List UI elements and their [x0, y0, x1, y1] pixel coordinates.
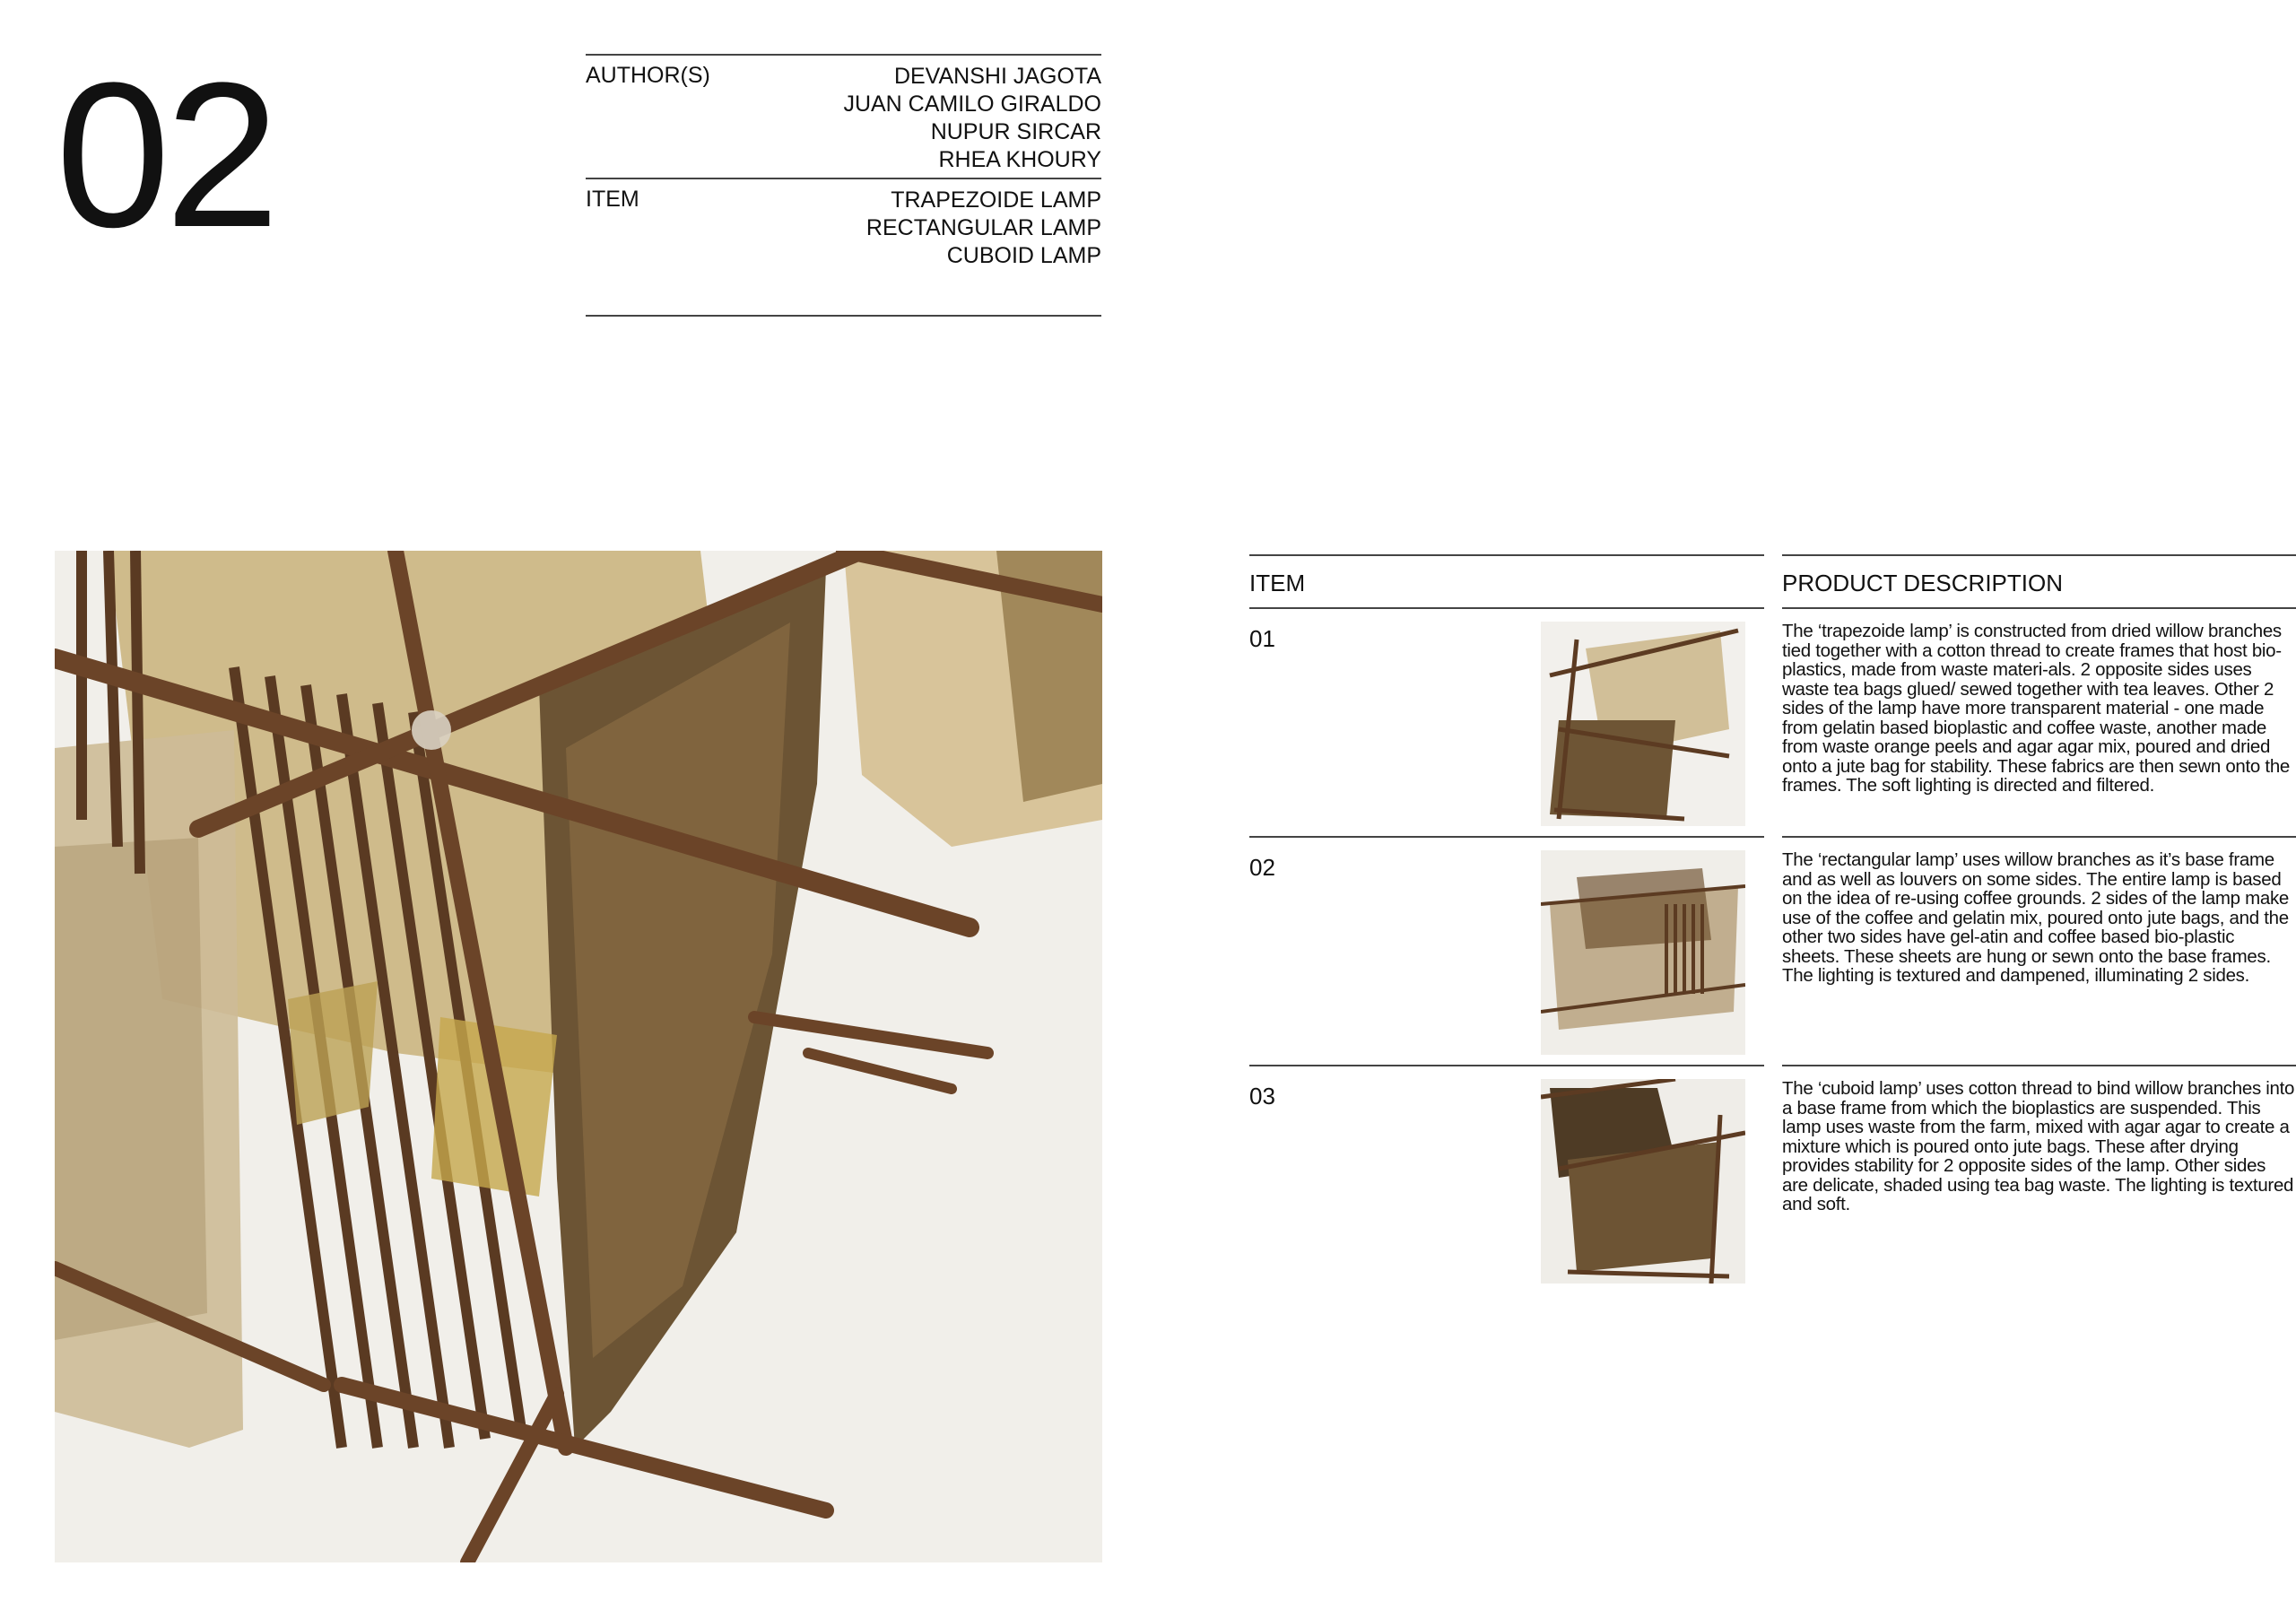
item-label: ITEM	[586, 187, 639, 212]
item-number: 01	[1249, 625, 1275, 652]
item-name: CUBOID LAMP	[946, 243, 1101, 268]
authors-list	[843, 63, 1101, 174]
product-table	[1249, 554, 2296, 1295]
item-thumbnail	[1541, 1079, 1745, 1284]
table-row	[1249, 1066, 2296, 1295]
item-thumbnail	[1541, 850, 1745, 1055]
item-cell	[1249, 838, 1764, 1066]
main-lamp-photo	[55, 551, 1102, 1562]
author-name: RHEA KHOURY	[938, 147, 1101, 172]
items-row	[586, 178, 1101, 317]
item-number: 03	[1249, 1083, 1275, 1110]
column-header-description: PRODUCT DESCRIPTION	[1782, 554, 2296, 609]
column-header-item: ITEM	[1249, 554, 1764, 609]
item-description: The ‘rectangular lamp’ uses willow branches as it’s base frame and as well as louvers on some sides. The entire lamp is based on the idea of re-using coffee grounds. 2 sides of the lamp make use of the coffee and gelatin mix, poured onto jute bags, and the other two sides have gel-atin and coffee based bio-plastic sheets. These sheets are hung or sewn onto the base frames. The lighting is textured and dampened, illuminating 2 sides.	[1782, 849, 2290, 986]
item-description: The ‘trapezoide lamp’ is constructed from dried willow branches tied together with a cotton thread to create frames that host bio-plastics, made from waste materi-als. 2 opposite sides uses waste tea bags glued/ sewed together with tea leaves. Other 2 sides of the lamp have more transparent material - one made from gelatin based bioplastic and coffee waste, another made from waste orange peels and agar agar mix, poured and dried onto a jute bag for stability. These fabrics are then sewn onto the frames. The soft lighting is directed and filtered.	[1782, 621, 2291, 796]
author-name: DEVANSHI JAGOTA	[893, 64, 1101, 89]
page-number: 02	[56, 39, 274, 270]
authors-label: AUTHOR(S)	[586, 63, 710, 88]
author-name: JUAN CAMILO GIRALDO	[843, 91, 1101, 117]
author-name: NUPUR SIRCAR	[930, 119, 1101, 144]
credits-block	[586, 54, 1101, 317]
authors-row	[586, 54, 1101, 178]
item-description: The ‘cuboid lamp’ uses cotton thread to bind willow branches into a base frame from which the bioplastics are suspended. This lamp uses waste from the farm, mixed with agar agar to create a mixture which is poured onto jute bags. These after drying provides stability for 2 opposite sides of the lamp. Other sides are delicate, shaded using tea bag waste. The lighting is textured and soft.	[1782, 1078, 2295, 1214]
table-header	[1249, 554, 2296, 609]
item-cell	[1249, 1066, 1764, 1295]
table-row	[1249, 838, 2296, 1066]
table-row	[1249, 609, 2296, 838]
row-gap	[1764, 838, 1782, 1066]
item-number: 02	[1249, 854, 1275, 881]
row-gap	[1764, 1066, 1782, 1295]
description-cell	[1782, 609, 2296, 838]
item-name: TRAPEZOIDE LAMP	[891, 187, 1101, 213]
description-cell	[1782, 1066, 2296, 1295]
item-name: RECTANGULAR LAMP	[865, 215, 1101, 240]
item-thumbnail	[1541, 622, 1745, 826]
row-gap	[1764, 609, 1782, 838]
items-list	[866, 187, 1101, 270]
description-cell	[1782, 838, 2296, 1066]
column-gap	[1764, 554, 1782, 609]
item-cell	[1249, 609, 1764, 838]
